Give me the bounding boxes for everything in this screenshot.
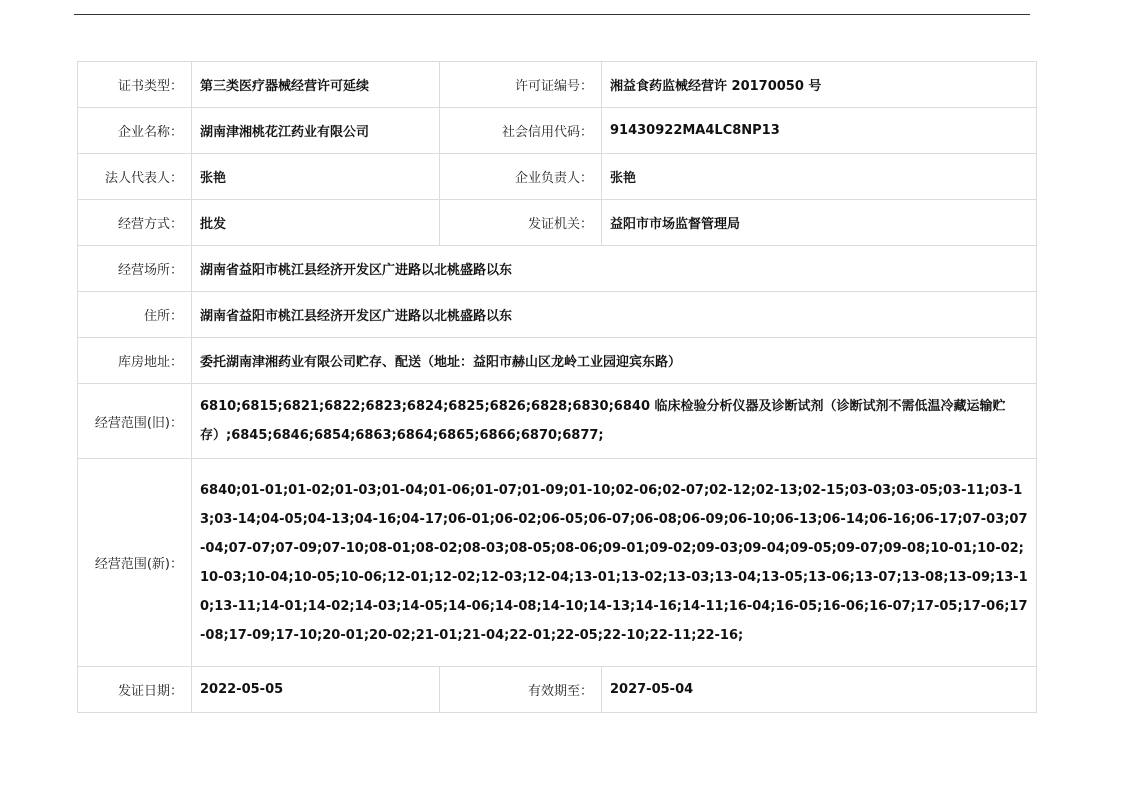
issue-date-value: 2022-05-05 xyxy=(192,667,440,713)
row-dates xyxy=(78,667,1037,713)
valid-until-label: 有效期至： xyxy=(440,667,602,713)
issuer-value: 益阳市市场监督管理局 xyxy=(602,200,1037,246)
residence-label: 住所： xyxy=(78,292,192,338)
issue-date-label: 发证日期： xyxy=(78,667,192,713)
scope-new-label: 经营范围(新)： xyxy=(78,459,192,667)
company-name-label: 企业名称： xyxy=(78,108,192,154)
business-place-value: 湖南省益阳市桃江县经济开发区广进路以北桃盛路以东 xyxy=(192,246,1037,292)
license-no-label: 许可证编号： xyxy=(440,62,602,108)
issuer-label: 发证机关： xyxy=(440,200,602,246)
row-legal xyxy=(78,154,1037,200)
manager-value: 张艳 xyxy=(602,154,1037,200)
warehouse-label: 库房地址： xyxy=(78,338,192,384)
row-cert-type xyxy=(78,62,1037,108)
row-business-place xyxy=(78,246,1037,292)
business-mode-label: 经营方式： xyxy=(78,200,192,246)
legal-rep-value: 张艳 xyxy=(192,154,440,200)
row-scope-old xyxy=(78,384,1037,459)
scope-new-value: 6840;01-01;01-02;01-03;01-04;01-06;01-07;01-09;01-10;02-06;02-07;02-12;02-13;02-15;03-03;03-05;03-11;03-13;03-14;04-05;04-13;04-16;04-17;06-01;06-02;06-05;06-07;06-08;06-09;06-10;06-13;06-14;06-16;06-17;07-03;07-04;07-07;07-09;07-10;08-01;08-02;08-03;08-05;08-06;09-01;09-02;09-03;09-04;09-05;09-07;09-08;10-01;10-02;10-03;10-04;10-05;10-06;12-01;12-02;12-03;12-04;13-01;13-02;13-03;13-04;13-05;13-06;13-07;13-08;13-09;13-10;13-11;14-01;14-02;14-03;14-05;14-06;14-08;14-10;14-13;14-16;14-11;16-04;16-05;16-06;16-07;17-05;17-06;17-08;17-09;17-10;20-01;20-02;21-01;21-04;22-01;22-05;22-10;22-11;22-16; xyxy=(192,459,1037,667)
cert-type-label: 证书类型： xyxy=(78,62,192,108)
row-company xyxy=(78,108,1037,154)
manager-label: 企业负责人： xyxy=(440,154,602,200)
business-place-label: 经营场所： xyxy=(78,246,192,292)
credit-code-label: 社会信用代码： xyxy=(440,108,602,154)
company-name-value: 湖南津湘桃花江药业有限公司 xyxy=(192,108,440,154)
valid-until-value: 2027-05-04 xyxy=(602,667,1037,713)
scope-old-label: 经营范围(旧)： xyxy=(78,384,192,459)
warehouse-value: 委托湖南津湘药业有限公司贮存、配送（地址：益阳市赫山区龙岭工业园迎宾东路） xyxy=(192,338,1037,384)
credit-code-value: 91430922MA4LC8NP13 xyxy=(602,108,1037,154)
row-residence xyxy=(78,292,1037,338)
legal-rep-label: 法人代表人： xyxy=(78,154,192,200)
top-divider xyxy=(74,14,1030,15)
license-table xyxy=(77,61,1037,713)
cert-type-value: 第三类医疗器械经营许可延续 xyxy=(192,62,440,108)
row-business-mode xyxy=(78,200,1037,246)
row-scope-new xyxy=(78,459,1037,667)
business-mode-value: 批发 xyxy=(192,200,440,246)
license-no-value: 湘益食药监械经营许 20170050 号 xyxy=(602,62,1037,108)
scope-old-value: 6810;6815;6821;6822;6823;6824;6825;6826;6828;6830;6840 临床检验分析仪器及诊断试剂（诊断试剂不需低温冷藏运输贮存）;6845;6846;6854;6863;6864;6865;6866;6870;6877; xyxy=(192,384,1037,459)
row-warehouse xyxy=(78,338,1037,384)
residence-value: 湖南省益阳市桃江县经济开发区广进路以北桃盛路以东 xyxy=(192,292,1037,338)
